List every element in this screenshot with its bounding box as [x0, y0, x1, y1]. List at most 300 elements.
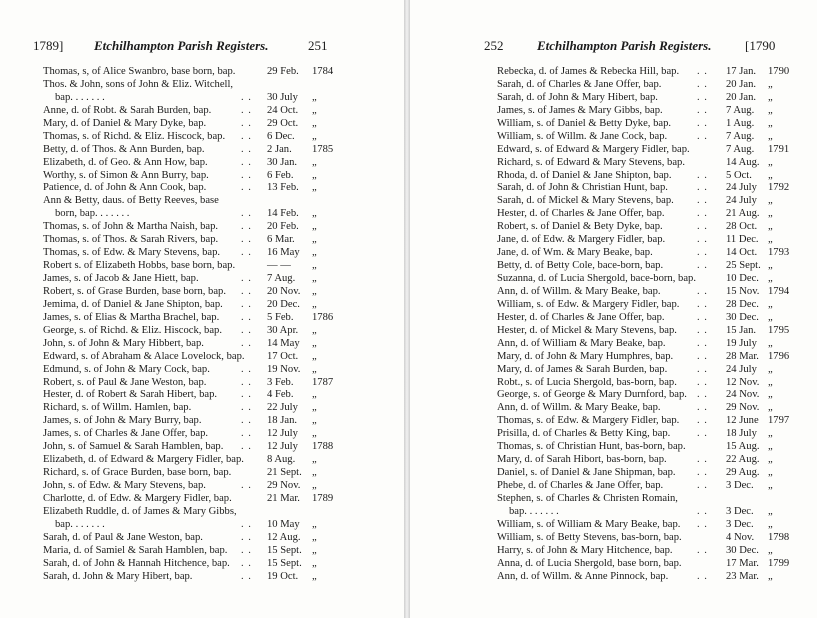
entry-leader: . .: [241, 557, 252, 569]
entry-year: 1795: [768, 324, 790, 336]
entry-year: „: [768, 428, 773, 440]
entry-text: Betty, d. of Betty Cole, bace-born, bap.: [497, 260, 664, 272]
entry-year: 1791: [768, 143, 790, 155]
entry-leader: . .: [697, 350, 708, 362]
register-entry: [43, 364, 383, 377]
entry-leader: . .: [697, 208, 708, 220]
entry-text: Thomas, s. of Richd. & Eliz. Hiscock, bap.: [43, 130, 226, 142]
entry-date: 29 Nov.: [267, 480, 301, 491]
entry-year: 1797: [768, 415, 790, 427]
register-entry: [43, 325, 383, 338]
entry-year: „: [312, 324, 317, 336]
register-entry: [497, 260, 817, 273]
entry-year: „: [768, 104, 773, 116]
entry-date: 3 Dec.: [726, 518, 754, 530]
entry-leader: . .: [697, 505, 708, 517]
entry-year: 1796: [768, 350, 790, 362]
entry-date: 21 Mar.: [267, 492, 300, 504]
entry-date: 21 Aug.: [726, 208, 760, 220]
entry-date: — —: [267, 260, 291, 272]
entry-text: Sarah, d. John & Mary Hibert, bap.: [43, 570, 193, 582]
register-entry: [497, 234, 817, 247]
entry-year: 1798: [768, 531, 790, 543]
register-entry: [497, 157, 817, 170]
entry-year: „: [312, 518, 317, 530]
register-entry: [497, 519, 817, 532]
entry-text: Robert, s. of Paul & Jane Weston, bap.: [43, 376, 207, 388]
register-entry: [497, 312, 817, 325]
entry-date: 5 Feb.: [267, 311, 294, 323]
register-entry: [497, 105, 817, 118]
entry-leader: . .: [697, 182, 708, 194]
entry-text: Sarah, d. of Paul & Jane Weston, bap.: [43, 531, 203, 543]
entry-date: 19 July: [726, 337, 757, 349]
entry-year: „: [768, 518, 773, 530]
register-entry: [43, 79, 383, 92]
entry-leader: . .: [697, 66, 708, 77]
entry-text: Robt., s. of Lucia Shergold, bas-born, bap.: [497, 376, 677, 388]
entry-leader: . .: [697, 428, 708, 440]
entry-text: John, s. of John & Mary Hibbert, bap.: [43, 337, 204, 349]
entry-date: 15 Jan.: [726, 324, 757, 336]
entry-text: Hester, d. of Robert & Sarah Hibert, bap.: [43, 389, 218, 401]
register-entries: [43, 66, 383, 584]
entry-text: Richard, s. of Willm. Hamlen, bap.: [43, 402, 192, 414]
register-entry: [43, 480, 383, 493]
register-entry: [43, 558, 383, 571]
header-title: Etchilhampton Parish Registers.: [94, 38, 269, 53]
entry-year: „: [768, 570, 773, 582]
entry-text: Robert, s. of Daniel & Bety Dyke, bap.: [497, 221, 663, 233]
entry-date: 2 Jan.: [267, 143, 292, 155]
entry-text: Ann, d. of Willm. & Anne Pinnock, bap.: [497, 570, 669, 582]
entry-year: „: [312, 467, 317, 479]
entry-year: „: [312, 260, 317, 272]
entry-year: „: [312, 389, 317, 401]
register-entry: [43, 247, 383, 260]
entry-year: „: [768, 480, 773, 491]
entry-leader: . .: [697, 247, 708, 259]
entry-date: 4 Nov.: [726, 531, 755, 543]
register-entry: [43, 260, 383, 273]
register-entry: [43, 221, 383, 234]
entry-year: „: [312, 557, 317, 569]
entry-text: John, s. of Edw. & Mary Stevens, bap.: [43, 480, 206, 491]
entry-leader: . .: [697, 298, 708, 310]
entry-leader: . .: [241, 285, 252, 297]
entry-text: Anne, d. of Robt. & Sarah Burden, bap.: [43, 104, 212, 116]
entry-date: 24 July: [726, 195, 757, 207]
register-entry: [43, 571, 383, 584]
entry-date: 16 May: [267, 247, 300, 259]
entry-date: 15 Sept.: [267, 544, 302, 556]
entry-year: „: [768, 441, 773, 453]
entry-date: 3 Dec.: [726, 505, 754, 517]
register-entry: [43, 467, 383, 480]
entry-text: Prisilla, d. of Charles & Betty King, bap.: [497, 428, 671, 440]
register-entry: [43, 286, 383, 299]
entry-leader: . .: [697, 480, 708, 491]
entry-year: „: [312, 428, 317, 440]
register-entry: [497, 286, 817, 299]
entry-leader: . .: [697, 169, 708, 181]
entry-date: 6 Dec.: [267, 130, 295, 142]
entry-leader: . .: [241, 376, 252, 388]
register-entry: [43, 493, 383, 506]
entry-year: „: [768, 363, 773, 375]
entry-date: 3 Feb.: [267, 376, 294, 388]
entry-year: „: [312, 169, 317, 181]
entry-leader: . .: [241, 428, 252, 440]
entry-year: „: [312, 117, 317, 129]
entry-leader: . .: [241, 531, 252, 543]
register-entry: [497, 415, 817, 428]
register-entry: [43, 428, 383, 441]
entry-date: 14 Aug.: [726, 156, 760, 168]
entry-date: 20 Nov.: [267, 285, 301, 297]
entry-text: Patience, d. of John & Ann Cook, bap.: [43, 182, 207, 194]
entry-date: 7 Aug.: [726, 104, 755, 116]
entry-year: „: [768, 260, 773, 272]
entry-date: 24 July: [726, 182, 757, 194]
entry-date: 12 Aug.: [267, 531, 301, 543]
entry-leader: . .: [697, 130, 708, 142]
entry-year: „: [768, 402, 773, 414]
entry-year: „: [768, 311, 773, 323]
header-year: 1789]: [33, 38, 64, 53]
register-entry: [497, 92, 817, 105]
entry-leader: . .: [697, 311, 708, 323]
entry-year: 1786: [312, 311, 334, 323]
entry-date: 30 Apr.: [267, 324, 299, 336]
entry-date: 28 Oct.: [726, 221, 758, 233]
entry-text: Elizabeth, d. of Geo. & Ann How, bap.: [43, 156, 208, 168]
register-entry: [43, 195, 383, 208]
entry-text: bap. . . . . . .: [55, 91, 105, 103]
entry-year: 1799: [768, 557, 790, 569]
entry-year: „: [768, 78, 773, 90]
entry-leader: . .: [697, 402, 708, 414]
register-entry: [43, 415, 383, 428]
entry-year: 1789: [312, 492, 334, 504]
entry-text: James, s. of Elias & Martha Brachel, bap.: [43, 311, 220, 323]
register-entry: [497, 79, 817, 92]
entry-text: Robert, s. of Grase Burden, base born, bap.: [43, 285, 226, 297]
entry-year: „: [312, 531, 317, 543]
register-entry: [497, 338, 817, 351]
entry-year: 1790: [768, 66, 790, 77]
entry-year: 1792: [768, 182, 790, 194]
entry-date: 18 Jan.: [267, 415, 298, 427]
register-entry: [497, 170, 817, 183]
entry-date: 20 Jan.: [726, 91, 757, 103]
register-entry: [43, 118, 383, 131]
entry-text: Sarah, d. of Mickel & Mary Stevens, bap.: [497, 195, 674, 207]
entry-text: Thomas, s. of John & Martha Naish, bap.: [43, 221, 219, 233]
register-entry: [497, 247, 817, 260]
entry-year: 1785: [312, 143, 334, 155]
register-entry: [497, 545, 817, 558]
entry-leader: . .: [241, 363, 252, 375]
entry-date: 11 Dec.: [726, 234, 759, 246]
entry-text: Hester, d. of Mickel & Mary Stevens, bap.: [497, 324, 677, 336]
register-entry: [43, 105, 383, 118]
register-entry: [497, 221, 817, 234]
entry-date: 19 Oct.: [267, 570, 299, 582]
entry-date: 29 Nov.: [726, 402, 760, 414]
entry-text: Stephen, s. of Charles & Christen Romain,: [497, 492, 678, 504]
register-entry: [43, 157, 383, 170]
register-entry: [43, 312, 383, 325]
entry-text: Sarah, d. of John & Mary Hibert, bap.: [497, 91, 658, 103]
register-entry: [497, 195, 817, 208]
entry-leader: . .: [241, 415, 252, 427]
entry-text: Mary, d. of James & Sarah Burden, bap.: [497, 363, 668, 375]
entry-text: Thos. & John, sons of John & Eliz. Witchell,: [43, 78, 234, 90]
entry-date: 19 Nov.: [267, 363, 301, 375]
header-year: [1790: [745, 38, 776, 53]
entry-date: 30 Dec.: [726, 544, 759, 556]
entry-text: Jane, d. of Edw. & Margery Fidler, bap.: [497, 234, 666, 246]
entry-date: 15 Sept.: [267, 557, 302, 569]
register-entry: [497, 480, 817, 493]
register-entry: [497, 454, 817, 467]
header-title: Etchilhampton Parish Registers.: [537, 38, 712, 53]
entry-text: John, s. of Samuel & Sarah Hamblen, bap.: [43, 441, 224, 453]
entry-year: „: [768, 195, 773, 207]
entry-date: 14 Oct.: [726, 247, 758, 259]
entry-leader: . .: [241, 441, 252, 453]
entry-text: Worthy, s. of Simon & Ann Burry, bap.: [43, 169, 209, 181]
entry-text: Sarah, d. of Charles & Jane Offer, bap.: [497, 78, 662, 90]
entry-leader: . .: [241, 544, 252, 556]
entry-text: Mary, d. of Daniel & Mary Dyke, bap.: [43, 117, 207, 129]
entry-leader: . .: [697, 78, 708, 90]
entry-year: „: [312, 104, 317, 116]
entry-text: Mary, d. of Sarah Hibort, bas-born, bap.: [497, 454, 667, 466]
entry-text: Richard, s. of Grace Burden, base born, bap.: [43, 467, 232, 479]
entry-year: „: [312, 544, 317, 556]
entry-year: „: [312, 570, 317, 582]
entry-year: „: [312, 454, 317, 466]
entry-text: Jemima, d. of Daniel & Jane Shipton, bap.: [43, 298, 223, 310]
entry-date: 3 Dec.: [726, 480, 754, 491]
entry-text: Anna, d. of Lucia Shergold, base born, bap.: [497, 557, 682, 569]
entry-year: „: [768, 208, 773, 220]
entry-date: 10 Dec.: [726, 273, 759, 284]
entry-date: 30 Jan.: [267, 156, 298, 168]
register-entry: [497, 493, 817, 506]
register-entry: [43, 273, 383, 286]
entry-date: 7 Aug.: [726, 143, 755, 155]
register-entry: [497, 144, 817, 157]
entry-year: 1788: [312, 441, 334, 453]
entry-text: Thomas, s. of Thos. & Sarah Rivers, bap.: [43, 234, 219, 246]
entry-year: „: [768, 169, 773, 181]
entry-leader: . .: [241, 324, 252, 336]
entry-date: 24 July: [726, 363, 757, 375]
register-entry: [43, 532, 383, 545]
entry-date: 29 Oct.: [267, 117, 299, 129]
entry-leader: . .: [241, 182, 252, 194]
register-entry: [497, 467, 817, 480]
register-entry: [43, 92, 383, 105]
entry-leader: . .: [697, 363, 708, 375]
entry-text: James, s. of John & Mary Burry, bap.: [43, 415, 202, 427]
entry-year: „: [768, 298, 773, 310]
entry-year: „: [312, 350, 317, 362]
entry-text: Elizabeth, d. of Edward & Margery Fidler, bap.: [43, 454, 244, 466]
entry-leader: . .: [697, 221, 708, 233]
register-entry: [497, 428, 817, 441]
register-entry: [497, 118, 817, 131]
entry-text: Mary, d. of John & Mary Humphres, bap.: [497, 350, 674, 362]
entry-leader: . .: [697, 389, 708, 401]
entry-year: „: [768, 505, 773, 517]
entry-leader: . .: [697, 260, 708, 272]
entry-year: „: [768, 91, 773, 103]
entry-year: 1787: [312, 376, 334, 388]
entry-year: „: [312, 156, 317, 168]
register-entry: [497, 325, 817, 338]
entry-year: „: [312, 247, 317, 259]
entry-leader: . .: [697, 324, 708, 336]
entry-text: Ann, d. of William & Mary Beake, bap.: [497, 337, 666, 349]
entry-leader: . .: [697, 195, 708, 207]
entry-text: born, bap. . . . . . .: [55, 208, 130, 220]
register-entry: [497, 532, 817, 545]
entry-date: 30 July: [267, 91, 298, 103]
entry-leader: . .: [241, 104, 252, 116]
left-page: [0, 0, 404, 618]
entry-date: 15 Nov.: [726, 285, 760, 297]
entry-text: Hester, d. of Charles & Jane Offer, bap.: [497, 311, 665, 323]
entry-leader: . .: [241, 570, 252, 582]
entry-text: William, s. of William & Mary Beake, bap.: [497, 518, 681, 530]
entry-leader: . .: [697, 518, 708, 530]
entry-date: 12 June: [726, 415, 759, 427]
entry-date: 6 Mar.: [267, 234, 295, 246]
register-entry: [497, 208, 817, 221]
entry-text: Thomas, s. of Christian Hunt, bas-born, bap.: [497, 441, 686, 453]
entry-date: 10 May: [267, 518, 300, 530]
entry-leader: . .: [241, 143, 252, 155]
entry-year: „: [312, 363, 317, 375]
register-entry: [43, 299, 383, 312]
entry-leader: . .: [241, 156, 252, 168]
entry-year: „: [768, 376, 773, 388]
register-entry: [497, 389, 817, 402]
entry-year: „: [312, 415, 317, 427]
entry-year: „: [312, 298, 317, 310]
entry-year: „: [312, 234, 317, 246]
register-entry: [497, 441, 817, 454]
entry-year: 1784: [312, 66, 334, 77]
entry-date: 25 Sept.: [726, 260, 761, 272]
entry-leader: . .: [241, 208, 252, 220]
entry-year: „: [312, 182, 317, 194]
entry-text: Sarah, d. of John & Hannah Hitchence, bap.: [43, 557, 230, 569]
entry-text: William, s. of Betty Stevens, bas-born, bap.: [497, 531, 682, 543]
register-entry: [497, 66, 817, 79]
entry-text: Ann, d. of Willm. & Mary Beake, bap.: [497, 402, 661, 414]
register-entry: [497, 182, 817, 195]
entry-date: 29 Aug.: [726, 467, 760, 479]
entry-date: 15 Aug.: [726, 441, 760, 453]
entry-leader: . .: [697, 454, 708, 466]
register-entry: [43, 389, 383, 402]
register-entry: [43, 131, 383, 144]
entry-text: Phebe, d. of Charles & Jane Offer, bap.: [497, 480, 664, 491]
entry-text: Daniel, s. of Daniel & Jane Shipman, bap.: [497, 467, 676, 479]
entry-leader: . .: [697, 467, 708, 479]
entry-leader: . .: [241, 130, 252, 142]
entry-year: „: [768, 544, 773, 556]
entry-leader: . .: [697, 234, 708, 246]
entry-year: „: [312, 402, 317, 414]
entry-leader: . .: [697, 337, 708, 349]
entry-leader: . .: [241, 91, 252, 103]
entry-leader: . .: [241, 273, 252, 284]
entry-year: „: [312, 208, 317, 220]
entry-text: Edward, s. of Abraham & Alace Lovelock, bap.: [43, 350, 245, 362]
entry-text: Charlotte, d. of Edw. & Margery Fidler, bap.: [43, 492, 232, 504]
entry-year: „: [768, 467, 773, 479]
entry-text: Rebecka, d. of James & Rebecka Hill, bap.: [497, 66, 680, 77]
entry-text: James, s. of James & Mary Gibbs, bap.: [497, 104, 663, 116]
entry-leader: . .: [241, 169, 252, 181]
register-entries: [497, 66, 817, 584]
register-entry: [497, 131, 817, 144]
entry-leader: . .: [241, 298, 252, 310]
entry-date: 17 Jan.: [726, 66, 757, 77]
entry-date: 22 Aug.: [726, 454, 760, 466]
page-number: 252: [484, 38, 504, 53]
register-entry: [43, 377, 383, 390]
entry-text: Edward, s. of Edward & Margery Fidler, bap.: [497, 143, 690, 155]
register-entry: [43, 402, 383, 415]
register-entry: [43, 170, 383, 183]
entry-leader: . .: [241, 480, 252, 491]
entry-year: „: [312, 285, 317, 297]
entry-text: George, s. of Richd. & Eliz. Hiscock, bap.: [43, 324, 222, 336]
entry-text: bap. . . . . . .: [55, 518, 105, 530]
entry-leader: . .: [697, 415, 708, 427]
entry-text: Edmund, s. of John & Mary Cock, bap.: [43, 363, 210, 375]
entry-year: „: [768, 130, 773, 142]
entry-text: Rhoda, d. of Daniel & Jane Shipton, bap.: [497, 169, 672, 181]
entry-year: 1794: [768, 285, 790, 297]
entry-text: Ann & Betty, daus. of Betty Reeves, base: [43, 195, 219, 207]
entry-leader: . .: [697, 570, 708, 582]
entry-text: Robert s. of Elizabeth Hobbs, base born, bap.: [43, 260, 236, 272]
register-entry: [497, 377, 817, 390]
entry-date: 28 Dec.: [726, 298, 759, 310]
entry-date: 23 Mar.: [726, 570, 759, 582]
entry-leader: . .: [241, 117, 252, 129]
register-entry: [497, 402, 817, 415]
register-entry: [497, 351, 817, 364]
entry-date: 18 July: [726, 428, 757, 440]
register-entry: [497, 299, 817, 312]
entry-date: 4 Feb.: [267, 389, 294, 401]
entry-date: 12 Nov.: [726, 376, 760, 388]
register-entry: [43, 66, 383, 79]
entry-year: „: [768, 273, 773, 284]
entry-leader: . .: [241, 337, 252, 349]
entry-text: Jane, d. of Wm. & Mary Beake, bap.: [497, 247, 653, 259]
entry-text: Thomas, s. of Edw. & Margery Fidler, bap.: [497, 415, 680, 427]
